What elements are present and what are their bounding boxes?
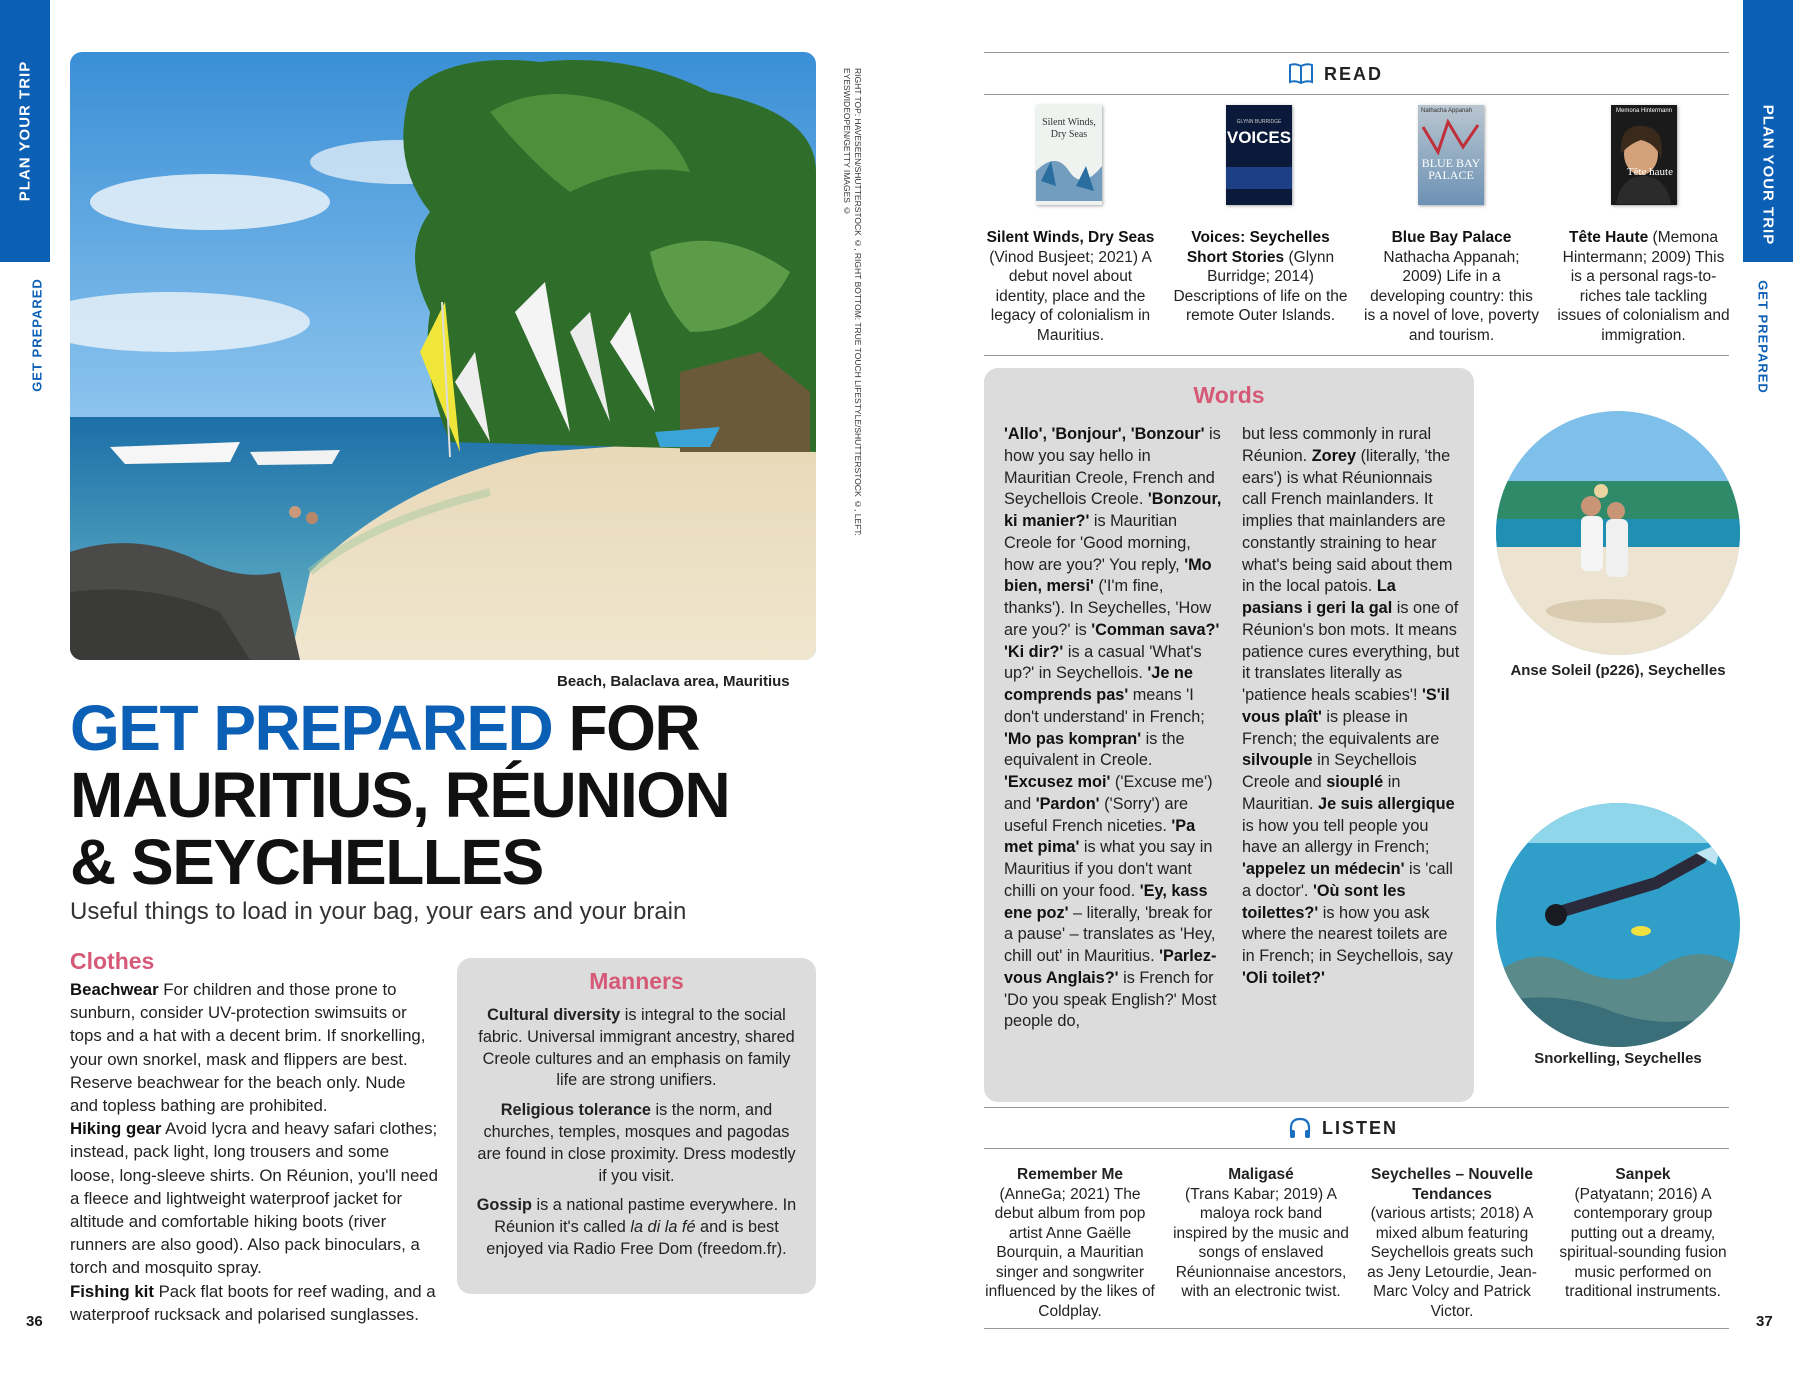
cover-title: Tête haute <box>1626 166 1673 178</box>
word-phrase: siouplé <box>1326 773 1384 791</box>
word-explanation: ('I'm fine, thanks'). In Seychelles, 'How are you?' is <box>1004 577 1212 639</box>
divider <box>984 1148 1729 1149</box>
manners-item <box>475 1195 798 1260</box>
plan-your-trip-tab-label: PLAN YOUR TRIP <box>1759 104 1777 246</box>
word-explanation: ('Excuse me') and <box>1004 773 1213 813</box>
manners-desc: is the norm, and churches, temples, mosques and pagodas are found in close proximity. Dress modestly if you visit. <box>477 1101 796 1185</box>
title-for: FOR <box>568 692 700 764</box>
page-number-left: 36 <box>26 1313 43 1330</box>
word-explanation: is what you say in Mauritius if you don't want chilli on your food. <box>1004 838 1213 900</box>
read-label-text: READ <box>1324 63 1384 84</box>
word-explanation: is a casual 'What's up?' in Seychellois. <box>1004 642 1202 683</box>
book-entry <box>1556 228 1731 345</box>
photo-credit: RIGHT TOP: HAVESEEN/SHUTTERSTOCK ©, RIGHT BOTTOM: TRUE TOUCH LIFESTYLE/SHUTTERSTOCK ©, LEFT: EYESWIDEOPEN/GETTY IMAGES © <box>841 68 863 536</box>
word-phrase: 'Comman sava?' <box>1091 620 1220 639</box>
anse-soleil-photo <box>1496 411 1740 655</box>
word-explanation: is the equivalent in Creole. <box>1004 729 1185 770</box>
album-desc: (AnneGa; 2021) The debut album from pop artist Anne Gaëlle Bourquin, a Mauritian singer and songwriter influenced by the likes of Coldplay. <box>985 1185 1155 1320</box>
clothes-term: Hiking gear <box>70 1119 162 1139</box>
book-cover-silent-winds <box>1036 105 1102 205</box>
word-explanation: is 'call a doctor'. <box>1242 860 1453 900</box>
book-meta: (Glynn Burridge; 2014) <box>1207 248 1335 285</box>
word-phrase: 'Excusez moi' <box>1004 773 1111 791</box>
album-entry <box>1362 1165 1542 1321</box>
get-prepared-tab-label: GET PREPARED <box>29 278 45 392</box>
cover-title: BLUE BAY PALACE <box>1421 156 1481 182</box>
book-meta: (Memona Hintermann; 2009) <box>1562 229 1719 266</box>
word-phrase: 'appelez un médecin' <box>1242 860 1405 878</box>
album-desc: (Trans Kabar; 2019) A maloya rock band inspired by the music and songs of enslaved Réunionnaise ancestors, with an electronic twist. <box>1173 1185 1349 1300</box>
manners-desc: is a national pastime everywhere. In Réunion it's called <box>494 1196 797 1237</box>
book-desc: A debut novel about identity, place and the legacy of colonialism in Mauritius. <box>990 248 1152 344</box>
book-entry <box>983 228 1158 345</box>
word-phrase: 'Ey, kass ene poz' <box>1004 881 1208 922</box>
album-entry <box>1553 1165 1733 1302</box>
manners-term: Cultural diversity <box>487 1006 621 1024</box>
page-subtitle: Useful things to load in your bag, your ears and your brain <box>70 898 687 925</box>
album-title: Maligasé <box>1228 1166 1294 1183</box>
clothes-desc: Avoid lycra and heavy safari clothes; instead, pack light, long trousers and some loose, long-sleeve shirts. On Réunion, you'll need a fleece and lightweight waterproof jacket for altitude and comfortable hiking boots (river runners are also good). Also pack binoculars, a torch and mosquito spray. <box>70 1119 438 1278</box>
title-get-prepared: GET PREPARED <box>70 692 553 764</box>
word-explanation: is how you say hello in Mauritian Creole, French and Seychellois Creole. <box>1004 425 1221 509</box>
cover-author: GLYNN BURRIDGE <box>1236 119 1282 125</box>
words-box <box>984 368 1474 1102</box>
book-desc: Life in a developing country: this is a novel of love, poverty and tourism. <box>1364 268 1539 344</box>
word-explanation: is please in French; the equivalents are <box>1242 707 1440 748</box>
book-entry <box>1173 228 1348 326</box>
word-phrase: 'Je ne comprends pas' <box>1004 664 1193 704</box>
clothes-term: Beachwear <box>70 980 159 999</box>
book-title: Blue Bay Palace <box>1391 229 1512 246</box>
manners-box <box>457 958 816 1294</box>
divider <box>984 1328 1729 1329</box>
word-explanation: in Seychellois Creole and <box>1242 751 1417 791</box>
word-phrase: 'Ki dir?' <box>1004 642 1064 661</box>
manners-item <box>475 1100 798 1187</box>
listen-label <box>1288 1116 1398 1140</box>
clothes-heading: Clothes <box>70 948 155 974</box>
plan-your-trip-tab-label: PLAN YOUR TRIP <box>16 60 34 202</box>
book-icon <box>1288 62 1314 86</box>
word-phrase: silvouple <box>1242 751 1313 770</box>
word-phrase: 'S'il vous plaît' <box>1242 686 1450 726</box>
word-explanation: in Mauritian. <box>1242 773 1401 813</box>
book-cover-tete-haute <box>1611 105 1677 205</box>
clothes-desc: For children and those prone to sunburn, consider UV-protection swimsuits or tops and a hat with a decent brim. If snorkelling, your own snorkel, mask and flippers are best. Reserve beachwear for the beach only. Nude and topless bathing are prohibited. <box>70 980 426 1116</box>
divider <box>984 94 1729 95</box>
word-explanation: means 'I don't understand' in French; <box>1004 686 1205 726</box>
word-phrase: 'Bonzour, ki manier?' <box>1004 490 1222 530</box>
words-column-1 <box>1004 424 1222 1033</box>
word-phrase: 'Parlez-vous Anglais?' <box>1004 947 1217 987</box>
manners-term: Gossip <box>476 1196 532 1215</box>
manners-term: Religious tolerance <box>500 1101 651 1120</box>
word-explanation: is one of Réunion's bon mots. It means patience cures everything, but it translates literally as 'patience heals scabies'! <box>1242 599 1460 704</box>
cover-title: VOICES <box>1226 128 1292 147</box>
word-phrase: La pasians i geri la gal <box>1242 577 1396 617</box>
word-explanation: is Mauritian Creole for 'Good morning, how are you?' You reply, <box>1004 512 1191 574</box>
cover-title: Silent Winds, Dry Seas <box>1042 117 1096 140</box>
album-entry <box>980 1165 1160 1321</box>
cover-author: Memona Hintermann <box>1615 108 1673 114</box>
anse-soleil-caption: Anse Soleil (p226), Seychelles <box>1510 662 1726 679</box>
word-explanation: is French for 'Do you speak English?' Most people do, <box>1004 968 1217 1031</box>
book-title: Voices: Seychelles Short Stories <box>1186 229 1330 266</box>
album-desc: (Patyatann; 2016) A contemporary group putting out a dreamy, spiritual-sounding fusion music performed on traditional instruments. <box>1559 1185 1727 1300</box>
word-phrase: 'Où sont les toilettes?' <box>1242 881 1406 922</box>
clothes-section <box>70 948 438 1326</box>
word-phrase: 'Allo', 'Bonjour', 'Bonzour' <box>1004 425 1205 443</box>
word-phrase: Zorey <box>1311 446 1357 465</box>
book-desc: Descriptions of life on the remote Outer Islands. <box>1173 287 1348 324</box>
headphones-icon <box>1288 1116 1312 1140</box>
book-title: Silent Winds, Dry Seas <box>986 229 1155 246</box>
word-explanation: is how you tell people you have an allergy in French; <box>1242 816 1430 857</box>
book-meta: (Vinod Busjeet; 2021) <box>989 248 1138 266</box>
page-number-right: 37 <box>1756 1313 1773 1330</box>
album-title: Sanpek <box>1615 1166 1671 1183</box>
words-heading: Words <box>1193 382 1265 408</box>
word-explanation: (literally, 'the ears') is what Réunionnais call French mainlanders. It implies that mainlanders are constantly straining to hear what's being said about them in the local patois. <box>1242 446 1453 596</box>
get-prepared-tab-label: GET PREPARED <box>1755 280 1771 394</box>
word-phrase: Je suis allergique <box>1318 794 1455 813</box>
clothes-desc: Pack flat boots for reef wading, and a waterproof rucksack and polarised sunglasses. <box>70 1281 436 1324</box>
manners-desc: is integral to the social fabric. Universal immigrant ancestry, shared Creole cultures and an emphasis on family life are strong unifiers. <box>478 1006 795 1090</box>
snorkelling-photo <box>1496 803 1740 1047</box>
hero-beach-photo <box>70 52 816 660</box>
album-title: Seychelles – Nouvelle Tendances <box>1371 1166 1533 1203</box>
snorkelling-caption: Snorkelling, Seychelles <box>1534 1050 1702 1067</box>
book-cover-blue-bay-palace <box>1418 105 1484 205</box>
word-phrase: 'Pardon' <box>1035 794 1100 813</box>
listen-label-text: LISTEN <box>1322 1117 1399 1138</box>
word-explanation: ('Sorry') are useful French niceties. <box>1004 794 1189 835</box>
album-entry <box>1171 1165 1351 1302</box>
clothes-term: Fishing kit <box>70 1281 154 1301</box>
read-label <box>1288 62 1383 86</box>
hero-caption: Beach, Balaclava area, Mauritius <box>557 673 790 690</box>
word-phrase: 'Mo pas kompran' <box>1004 729 1142 748</box>
word-explanation: but less commonly in rural Réunion. <box>1242 425 1432 465</box>
manners-heading: Manners <box>589 968 684 994</box>
title-line-3: & SEYCHELLES <box>70 826 543 898</box>
manners-desc: and is best enjoyed via Radio Free Dom (freedom.fr). <box>486 1218 787 1258</box>
cover-author: Nathacha Appanah <box>1421 108 1473 114</box>
page-title <box>70 692 730 898</box>
book-entry <box>1364 228 1539 345</box>
book-desc: This is a personal rags-to-riches tale tackling issues of colonialism and immigration. <box>1557 248 1730 344</box>
title-line-2: MAURITIUS, RÉUNION <box>70 759 730 831</box>
divider <box>984 1107 1729 1108</box>
book-cover-voices <box>1226 105 1292 205</box>
word-phrase: 'Pa met pima' <box>1004 816 1196 857</box>
word-phrase: 'Oli toilet?' <box>1242 968 1325 987</box>
divider <box>984 52 1729 53</box>
word-explanation: is how you ask where the nearest toilets are in French; in Seychellois, say <box>1242 903 1453 965</box>
divider <box>984 355 1729 356</box>
book-meta: Nathacha Appanah; 2009) <box>1383 248 1520 285</box>
clothes-text <box>70 978 438 1326</box>
book-title: Tête Haute <box>1568 229 1649 246</box>
album-title: Remember Me <box>1017 1166 1123 1183</box>
words-column-2 <box>1242 424 1460 990</box>
album-desc: (various artists; 2018) A mixed album featuring Seychellois greats such as Jeny Letourdie, Jean-Marc Volcy and Patrick Victor. <box>1367 1205 1537 1320</box>
manners-item <box>475 1005 798 1092</box>
manners-italic: la di la fé <box>630 1218 696 1237</box>
word-phrase: 'Mo bien, mersi' <box>1004 555 1212 596</box>
word-explanation: – literally, 'break for a pause' – translates as 'Hey, chill out' in Mauritius. <box>1004 903 1216 965</box>
